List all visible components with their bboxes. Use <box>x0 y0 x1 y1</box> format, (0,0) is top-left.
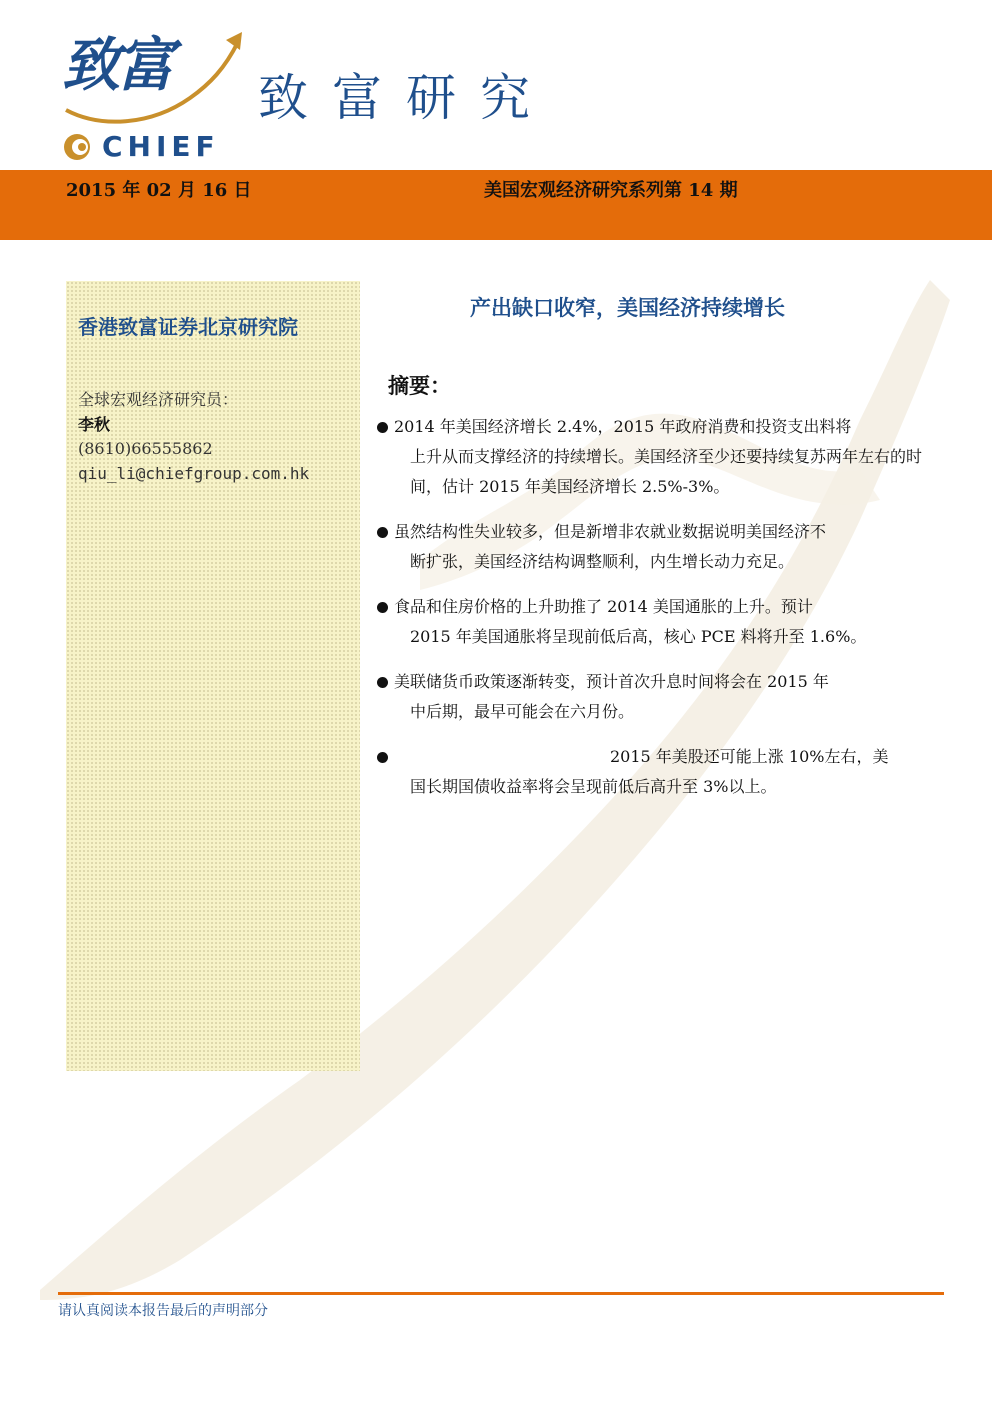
bullet-first-line: 2015 年美股还可能上涨 10%左右，美 <box>610 747 889 766</box>
bullet-continuation: 国长期国债收益率将会呈现前低后高升至 3%以上。 <box>410 777 777 796</box>
bullet-first-line: 食品和住房价格的上升助推了 2014 美国通胀的上升。预计 <box>394 597 813 616</box>
chief-swirl-emblem-icon <box>62 132 98 162</box>
bullet-continuation: 2015 年美国通胀将呈现前低后高，核心 PCE 料将升至 1.6%。 <box>410 627 867 646</box>
summary-bullet <box>372 742 934 802</box>
bullet-continuation: 中后期，最早可能会在六月份。 <box>410 702 635 721</box>
chief-logo <box>60 18 250 163</box>
bullet-first-line: 2014 年美国经济增长 2.4%，2015 年政府消费和投资支出料将 <box>394 417 852 436</box>
bullet-dot-icon <box>377 752 388 763</box>
report-title: 产出缺口收窄，美国经济持续增长 <box>470 296 785 320</box>
summary-bullet <box>372 412 934 502</box>
summary-bullet <box>372 667 934 727</box>
footer-disclaimer: 请认真阅读本报告最后的声明部分 <box>58 1303 268 1319</box>
report-date: 2015 年 02 月 16 日 <box>66 180 252 201</box>
brand-title: 致富研究 <box>258 69 554 127</box>
summary-bullet-list <box>372 412 934 817</box>
bullet-continuation: 上升从而支撑经济的持续增长。美国经济至少还要持续复苏两年左右的时间，估计 2015 年美国经济增长 2.5%-3%。 <box>410 447 923 496</box>
header-banner <box>0 170 992 240</box>
analyst-sidebar <box>66 281 360 1071</box>
logo-chief-wordmark: CHIEF <box>102 130 220 163</box>
bullet-continuation: 断扩张，美国经济结构调整顺利，内生增长动力充足。 <box>410 552 795 571</box>
bullet-dot-icon <box>377 527 388 538</box>
bullet-dot-icon <box>377 602 388 613</box>
summary-heading: 摘要： <box>388 374 451 398</box>
analyst-role: 全球宏观经济研究员： <box>78 390 239 409</box>
bullet-first-line: 美联储货币政策逐渐转变，预计首次升息时间将会在 2015 年 <box>394 672 829 691</box>
analyst-email-link[interactable]: qiu_li@chiefgroup.com.hk <box>78 464 310 483</box>
bullet-dot-icon <box>377 422 388 433</box>
bullet-first-line: 虽然结构性失业较多，但是新增非农就业数据说明美国经济不 <box>394 522 827 541</box>
footer-divider <box>58 1292 944 1295</box>
report-series: 美国宏观经济研究系列第 14 期 <box>484 180 738 201</box>
sidebar-org-name: 香港致富证券北京研究院 <box>78 315 298 339</box>
summary-bullet <box>372 517 934 577</box>
analyst-name: 李秋 <box>78 415 111 434</box>
analyst-phone: (8610)66555862 <box>78 439 213 458</box>
bullet-dot-icon <box>377 677 388 688</box>
logo-chinese-mark: 致富 <box>62 31 171 99</box>
summary-bullet <box>372 592 934 652</box>
